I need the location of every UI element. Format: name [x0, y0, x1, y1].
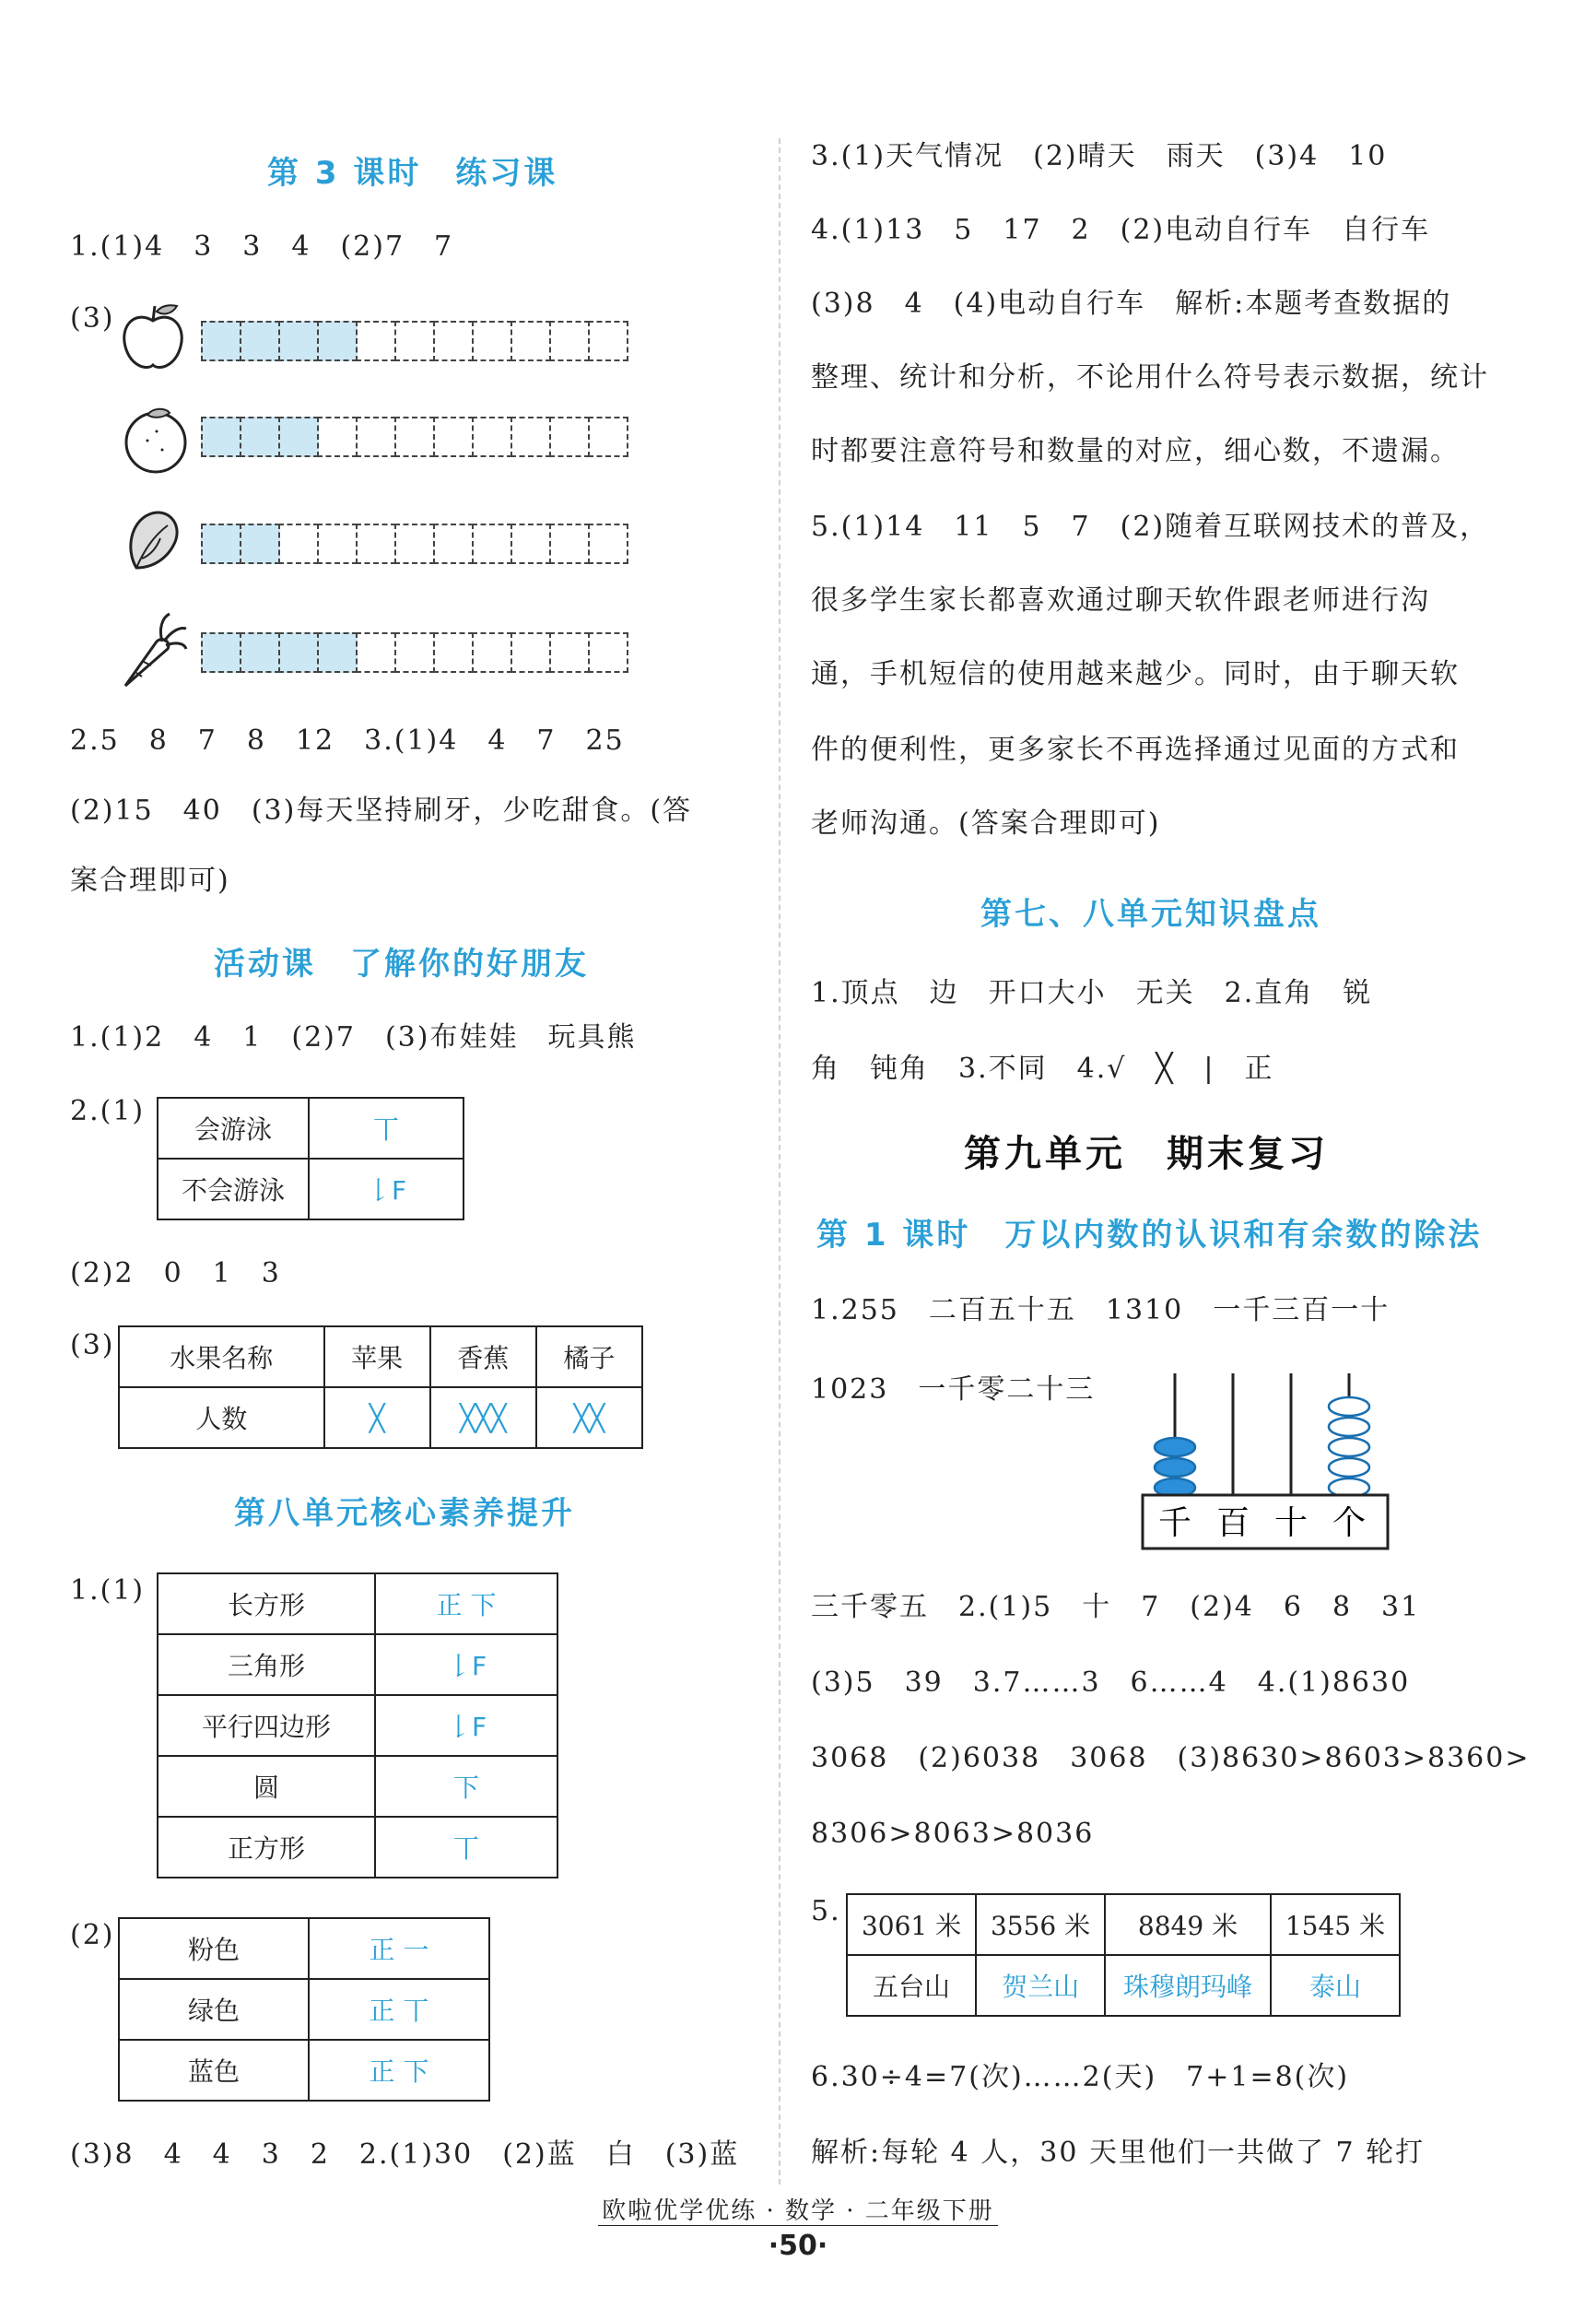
- answer-line: 5.(1)14 11 5 7 (2)随着互联网技术的普及，: [811, 511, 1490, 543]
- tally-mark: 𠄌F: [375, 1695, 557, 1756]
- tally-cell-empty: [510, 417, 551, 457]
- tally-cell-filled: [278, 321, 319, 361]
- table-row: [158, 1817, 557, 1878]
- abacus-label-hundreds: 百: [1215, 1504, 1250, 1542]
- mountain-table: [846, 1893, 1401, 2017]
- abacus-bead: [1329, 1418, 1369, 1436]
- cabbage-icon: [116, 503, 190, 577]
- table-row: [847, 1955, 1400, 2016]
- tally-cell-empty: [356, 632, 396, 673]
- answer-line: 3.(1)天气情况 (2)晴天 雨天 (3)4 10: [811, 140, 1388, 172]
- table-header-cell: 橘子: [536, 1326, 642, 1387]
- answer-line: (2)2 0 1 3: [70, 1257, 281, 1290]
- table-cell: 8849 米: [1105, 1894, 1271, 1955]
- answer-line: 案合理即可): [70, 865, 230, 897]
- table-header-cell: 水果名称: [119, 1326, 324, 1387]
- abacus-bead: [1155, 1438, 1195, 1456]
- answer-label: 5.: [811, 1895, 841, 1927]
- tally-cell-empty: [394, 632, 435, 673]
- answer-line: 件的便利性，更多家长不再选择通过见面的方式和: [811, 734, 1460, 766]
- answer-line: 4.(1)13 5 17 2 (2)电动自行车 自行车: [811, 214, 1431, 246]
- answer-label: (3): [70, 1329, 115, 1361]
- tally-cell-filled: [201, 417, 241, 457]
- tally-cell-empty: [394, 524, 435, 564]
- tally-mark: 丅: [375, 1817, 557, 1878]
- table-row: [158, 1573, 557, 1634]
- table-cell: 贺兰山: [976, 1955, 1105, 2016]
- answer-line: 老师沟通。(答案合理即可): [811, 807, 1161, 840]
- answer-line: (2)15 40 (3)每天坚持刷牙，少吃甜食。(答: [70, 795, 693, 827]
- tally-cell-empty: [356, 524, 396, 564]
- tally-cell-empty: [356, 321, 396, 361]
- answer-line: (3)8 4 (4)电动自行车 解析:本题考查数据的: [811, 288, 1452, 320]
- apple-icon: [116, 300, 190, 374]
- cross-mark: ╳╳: [536, 1387, 642, 1448]
- table-cell: 不会游泳: [158, 1159, 309, 1219]
- lesson-1-heading: 第 1 课时 万以内数的认识和有余数的除法: [816, 1217, 1483, 1254]
- tally-cell-filled: [201, 524, 241, 564]
- tally-cell-empty: [472, 321, 512, 361]
- tally-mark: 𠄌F: [375, 1634, 557, 1695]
- table-cell: 三角形: [158, 1634, 375, 1695]
- table-row: [158, 1634, 557, 1695]
- abacus-diagram: [1141, 1370, 1391, 1550]
- tally-grid-row: [203, 632, 628, 673]
- tally-cell-filled: [201, 321, 241, 361]
- column-divider: [779, 138, 780, 2185]
- answer-line: 时都要注意符号和数量的对应，细心数，不遗漏。: [811, 435, 1460, 467]
- tally-cell-filled: [240, 632, 280, 673]
- swim-table: [157, 1097, 464, 1220]
- answer-line: 解析:每轮 4 人，30 天里他们一共做了 7 轮打: [811, 2137, 1426, 2169]
- tally-cell-empty: [394, 321, 435, 361]
- tally-cell-empty: [472, 632, 512, 673]
- table-cell: 蓝色: [119, 2040, 309, 2101]
- tally-cell-filled: [240, 524, 280, 564]
- tally-cell-empty: [433, 321, 474, 361]
- table-cell: 3061 米: [847, 1894, 976, 1955]
- orange-icon: [120, 404, 192, 476]
- tally-cell-empty: [588, 321, 628, 361]
- abacus-bead: [1329, 1438, 1369, 1456]
- table-cell: 长方形: [158, 1573, 375, 1634]
- table-row: [158, 1756, 557, 1817]
- answer-line: (3)5 39 3.7……3 6……4 4.(1)8630: [811, 1666, 1411, 1699]
- table-cell: 粉色: [119, 1918, 309, 1979]
- answer-line: 2.5 8 7 8 12 3.(1)4 4 7 25: [70, 724, 625, 757]
- tally-cell-empty: [510, 321, 551, 361]
- shape-table: [157, 1572, 558, 1878]
- tally-cell-filled: [240, 321, 280, 361]
- unit-9-heading: 第九单元 期末复习: [964, 1133, 1329, 1175]
- answer-line: 1023 一千零二十三: [811, 1373, 1096, 1406]
- table-row: [119, 1918, 489, 1979]
- abacus-label-tens: 十: [1273, 1504, 1308, 1542]
- table-cell: 泰山: [1271, 1955, 1400, 2016]
- tally-cell-empty: [588, 417, 628, 457]
- answer-label: 2.(1): [70, 1095, 146, 1127]
- tally-grid-row: [203, 417, 628, 457]
- answer-line: 1.255 二百五十五 1310 一千三百一十: [811, 1294, 1391, 1326]
- table-row: [119, 2040, 489, 2101]
- fruit-table: [118, 1325, 643, 1449]
- page-number: ·50·: [768, 2230, 828, 2262]
- table-row: [158, 1098, 464, 1159]
- answer-line: 三千零五 2.(1)5 十 7 (2)4 6 8 31: [811, 1591, 1421, 1623]
- table-cell: 正方形: [158, 1817, 375, 1878]
- table-cell: 平行四边形: [158, 1695, 375, 1756]
- cross-mark: ╳╳╳: [430, 1387, 536, 1448]
- tally-cell-empty: [472, 417, 512, 457]
- book-title: 欧啦优学优练 · 数学 · 二年级下册: [598, 2197, 998, 2226]
- tally-cell-empty: [510, 632, 551, 673]
- abacus-bead: [1329, 1397, 1369, 1416]
- tally-mark: 𠄌F: [309, 1159, 464, 1219]
- tally-mark: 下: [375, 1756, 557, 1817]
- table-header-cell: 苹果: [324, 1326, 430, 1387]
- tally-cell-empty: [588, 632, 628, 673]
- page-footer: [0, 2192, 1596, 2262]
- answer-line: 角 钝角 3.不同 4.√ ╳ | 正: [811, 1053, 1274, 1085]
- answer-line: 1.(1)4 3 3 4 (2)7 7: [70, 230, 454, 263]
- table-row: [158, 1695, 557, 1756]
- table-cell: 珠穆朗玛峰: [1105, 1955, 1271, 2016]
- answer-line: 3068 (2)6038 3068 (3)8630>8603>8360>: [811, 1742, 1531, 1774]
- tally-cell-empty: [317, 524, 358, 564]
- tally-cell-empty: [433, 417, 474, 457]
- tally-mark: 正 下: [309, 2040, 489, 2101]
- table-cell: 五台山: [847, 1955, 976, 2016]
- table-row: [119, 1979, 489, 2040]
- tally-cell-empty: [549, 632, 590, 673]
- unit-8-heading: 第八单元核心素养提升: [234, 1495, 575, 1532]
- review-7-8-heading: 第七、八单元知识盘点: [980, 896, 1321, 933]
- abacus-label-thousands: 千: [1157, 1504, 1192, 1542]
- tally-grid-row: [203, 524, 628, 564]
- tally-cell-empty: [510, 524, 551, 564]
- tally-cell-filled: [240, 417, 280, 457]
- abacus-label-ones: 个: [1332, 1504, 1367, 1542]
- tally-mark: 正 一: [309, 1918, 489, 1979]
- table-row: [119, 1326, 642, 1387]
- cross-mark: ╳: [324, 1387, 430, 1448]
- table-cell: 3556 米: [976, 1894, 1105, 1955]
- tally-cell-empty: [394, 417, 435, 457]
- tally-cell-filled: [278, 417, 319, 457]
- tally-mark: 丅: [309, 1098, 464, 1159]
- answer-label: (3): [70, 302, 115, 335]
- table-cell: 绿色: [119, 1979, 309, 2040]
- tally-cell-empty: [472, 524, 512, 564]
- tally-cell-filled: [317, 321, 358, 361]
- tally-grid-row: [203, 321, 628, 361]
- answer-line: 6.30÷4=7(次)……2(天) 7+1=8(次): [811, 2061, 1350, 2093]
- answer-line: 很多学生家长都喜欢通过聊天软件跟老师进行沟: [811, 584, 1430, 617]
- tally-cell-empty: [356, 417, 396, 457]
- table-row: [119, 1387, 642, 1448]
- tally-mark: 正 下: [375, 1573, 557, 1634]
- tally-cell-empty: [549, 417, 590, 457]
- table-row: [158, 1159, 464, 1219]
- answer-line: 通，手机短信的使用越来越少。同时，由于聊天软: [811, 658, 1460, 690]
- tally-cell-empty: [433, 632, 474, 673]
- table-cell: 人数: [119, 1387, 324, 1448]
- tally-cell-empty: [549, 321, 590, 361]
- table-cell: 圆: [158, 1756, 375, 1817]
- activity-heading: 活动课 了解你的好朋友: [214, 946, 589, 983]
- abacus-bead: [1329, 1458, 1369, 1477]
- tally-cell-empty: [433, 524, 474, 564]
- tally-mark: 正 丅: [309, 1979, 489, 2040]
- lesson-3-heading: 第 3 课时 练习课: [267, 155, 558, 192]
- answer-line: 1.顶点 边 开口大小 无关 2.直角 锐: [811, 977, 1373, 1009]
- tally-cell-empty: [549, 524, 590, 564]
- tally-cell-filled: [317, 632, 358, 673]
- table-row: [847, 1894, 1400, 1955]
- table-header-cell: 香蕉: [430, 1326, 536, 1387]
- answer-label: 1.(1): [70, 1574, 146, 1607]
- tally-cell-empty: [588, 524, 628, 564]
- answer-line: 1.(1)2 4 1 (2)7 (3)布娃娃 玩具熊: [70, 1021, 637, 1054]
- table-cell: 会游泳: [158, 1098, 309, 1159]
- tally-cell-filled: [201, 632, 241, 673]
- carrot-icon: [116, 608, 190, 691]
- table-cell: 1545 米: [1271, 1894, 1400, 1955]
- abacus-bead: [1155, 1458, 1195, 1477]
- tally-cell-empty: [278, 524, 319, 564]
- tally-cell-empty: [317, 417, 358, 457]
- answer-line: 8306>8063>8036: [811, 1818, 1095, 1850]
- answer-line: (3)8 4 4 3 2 2.(1)30 (2)蓝 白 (3)蓝: [70, 2138, 740, 2171]
- tally-cell-filled: [278, 632, 319, 673]
- answer-line: 整理、统计和分析，不论用什么符号表示数据，统计: [811, 361, 1489, 394]
- color-table: [118, 1917, 490, 2102]
- answer-label: (2): [70, 1919, 115, 1951]
